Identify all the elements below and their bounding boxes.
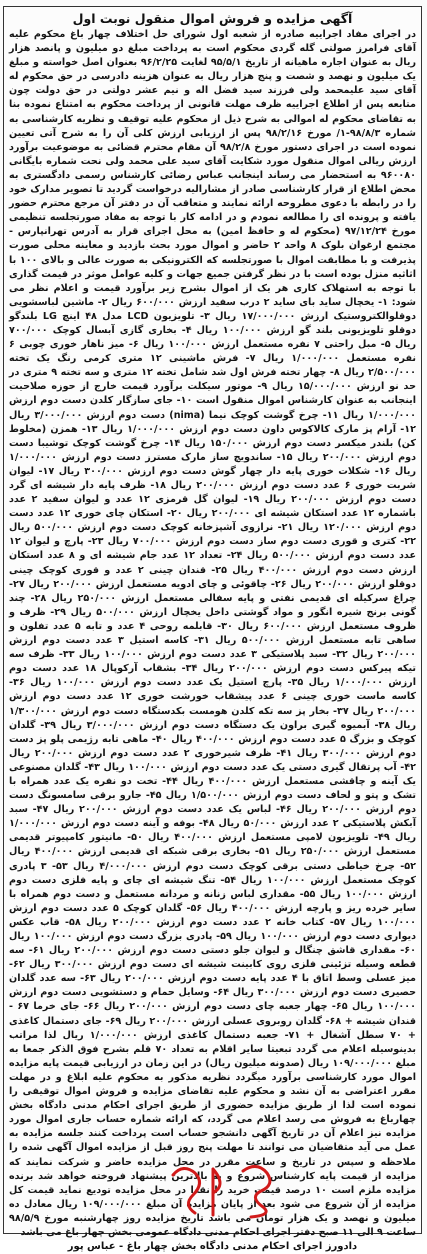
handwritten-stroke — [173, 1168, 200, 1213]
handwritten-stroke — [243, 1166, 270, 1217]
notice-signature: دادورز اجرای احکام مدنی دادگاه بخش چهار باغ - عباس پور — [67, 1241, 358, 1253]
handwritten-stroke — [213, 1169, 220, 1215]
handwritten-number — [165, 1155, 285, 1225]
notice-body: در اجرای مفاد اجراییه صادره از شعبه اول شورای حل اختلاف چهار باغ محکوم علیه آقای فرامرز صولتی گله گردی محکوم است به پرداخت مبلغ دو میلیون و پانصد هزار ریال به عنوان اجاره ماهیانه از تاریخ ۹۵/۵/۱ لغایت ۹۶/۲/۲۵ بعنوان اصل خواسته و مبلغ یک میلیون و نهصد و شصت و پنج هزار ریال به عنوان هزینه دادرسی در حق محکوم له آقای سید علیمحمد ولی فرزند سید فضل اله و نیم عشر دولتی در حق دولت چون متابعه پس از اطلاع اجراییه ظرف مهلت قانونی از پرداخت محکوم به امتناع نموده بنا به تقاضای محکوم له اموالی به شرح ذیل از محکوم علیه توقیف و نظریه کارشناسی به شماره ۹۸/۸/۳-۱/ مورخ ۹۸/۲/۱۶ پس از ارزیابی ارزش کلی آن را به شرح آتی تعیین نموده است در اجرای دستور مورخ ۹۸/۲/۸ آن مقام محترم قضائی به موضوعیت برآورد ارزش ریالی اموال منقول مورد شکایت آقای سید علی محمد ولی نحت شماره بایگانی ۹۶۰۰۸۰ به استحضار می رساند اینجانب عباس رضائی کارشناس رسمی دادگستری به محض اطلاع از قرار کارشناسی صادر از مشارالیه درخواست گردید تا تصویر مدارک خود را در رابطه با دعوی مطروحه ارائه نمایند و متعاقب آن در دفتر آن مرجع محترم حضور یافته و پرونده ای را مطالعه نمودم و در ادامه کار با توجه به مفاد صورتجلسه تنظیمی مورخ ۹۷/۱۲/۲۴ (محکوم له و حافظ امین) به محل اجرای قرار به آدرس تهرانپارس - مجتمع ارغوان بلوک ۸ واحد ۲ حاضر و اموال مورد بحث بازدید و معاینه محلی صورت پذیرفت و با مطابقت اموال با صورتجلسه که الکترونیکی به صورت عالی و بالای ۱۰۰ با اثاثیه منزل بوده است با در نظر گرفتن جمیع جهات و کلیه عوامل موثر در قیمت گذاری با توجه به استهلاک کاری هر یک از اموال بشرح زیر برآورد قیمت و اعلام نظر می شود: ۱- یخچال ساید بای ساید ۲ درب سفید ارزش ۶۰۰/۰۰۰ ریال ۲- ماشین لباسشویی دوقلوالکتروستیک ارزش ۱۷/۰۰۰/۰۰۰ ریال ۳- تلویزیون LCD مدل ۴۸ اینچ LG بلندگو دوقلو تلویزیونی بلند گو ارزش ۱۰۰/۰۰۰ ریال ۴- بخاری گازی آبسال کوچک ۷۰۰/۰۰۰ ریال ۵- مبل راحتی ۷ نفره مستعمل ارزش ۱۰۰/۰۰۰ ریال ۶- میز ناهار خوری چوبی ۶ نفره مستعمل ۱/۰۰۰/۰۰۰ ریال ۷- فرش ماشینی ۱۲ متری کرمی رنگ یک تخته ۲/۵۰۰/۰۰۰ ریال ۸- چهار تخته فرش اول شد شامل تخته ۱۲ متری و سه تخته ۹ متری در حد نو ارزش ۱۵/۰۰۰/۰۰۰ ریال ۹- موتور سیکلت برآورد قیمت خارج از حوزه صلاحیت اینجانب به عنوان کارشناس اموال منقول است ۱۰- جای سازگار کلدن دست دوم ارزش ۱/۰۰۰/۰۰۰ ریال ۱۱- چرخ گوشت کوچک نیما (nima) دست دوم ارزش ۳/۰۰۰/۰۰۰ ریال ۱۲- آرام پز مارک کالاکوس داون دست دوم ارزش ۱/۰۰۰/۰۰۰ ریال ۱۳- همزن (مخلوط کن) بلندر میکسر دست دوم ارزش ۱۵۰/۰۰۰ ریال ۱۴- چرخ گوشت کوچک توشیبا دست دوم ارزش ۲۰۰/۰۰۰ ریال ۱۵- ساندویچ ساز مارک مسترز دست دوم ارزش ۱/۰۰۰/۰۰۰ ریال ۱۶- شکلات خوری پایه دار چهار گوش دست دوم ارزش ۳۰۰/۰۰۰ ریال ۱۷- لیوان شربت خوری ۶ عدد دست دوم ارزش ۲۰۰/۰۰۰ ریال ۱۸- ظرف پایه دار شیشه ای گرد دست دوم ارزش ۲۰۰/۰۰۰ ریال ۱۹- لیوان گل قرمزی ۱۲ عدد و لیوان سفید ۲ عدد باشماره ۱۲ عدد استکان شیشه ای ۲۰۰/۰۰۰ ریال ۲۰- استکان چای خوری ۱۲ عدد دست دوم ارزش ۱۲۰/۰۰۰ ریال ۲۱- نرازوی آشپزخانه کوچک دست دوم ارزش ۵۰۰/۰۰۰ ریال ۲۲- کتری و قوری دست دوم ساز دست دوم ارزش ۷۰۰/۰۰۰ ریال ۲۳- پارچ و لیوان ۱۲ عدد دست دوم ارزش ۵۰۰/۰۰۰ ریال ۲۴- تعداد ۱۲ عدد جام شیشه ای و ۸ عدد استکان ارزش دست دوم ارزش ۴۰۰/۰۰۰ ریال ۲۵- قندان چینی ۲ عدد و قوری کوچک چینی دوقلو ارزش ۲۰۰/۰۰۰ ریال ۲۶- چاقوئی و چای ادویه مستعمل ارزش ۲۰۰/۰۰۰ ریال ۲۷- چراغ سرکیله ای قدیمی نفتی و پایه سفالی مستعمل ارزش ۲۵۰/۰۰۰ ریال ۲۸- چند گونی برنج شیره انگور و مواد گوشتی داخل یخچال ارزش ۵۰۰/۰۰۰ ریال ۲۹- ظرف و ظروف مستعمل ارزش ۶۰۰/۰۰۰ ریال ۳۰- قابلمه روحی ۴ عدد و تابه ۵ عدد تفلون و ساهی تابه مستعمل ارزش ۵۰۰/۰۰۰ ریال ۳۱- کاسه استیل ۳ عدد دست دوم ارزش ۲۰۰/۰۰۰ ریال ۳۲- سبد پلاستیکی ۳ عدد دست دوم ارزش ۱۰۰/۰۰۰ ریال ۳۳- ظرف سه تیکه پیرکس دست دوم ارزش ۲۰۰/۰۰۰ ریال ۳۴- بشقاب آرکوپال ۱۸ عدد دست دوم ارزش ۱/۰۰۰/۰۰۰ ریال ۳۵- پارچ استیل یک عدد دست دوم ارزش ۱۰۰/۰۰۰ ریال ۳۶- کاسه ماست خوری چینی ۶ عدد پیشقاب خورشت خوری ۱۲ عدد دست دوم ارزش ۲۰۰/۰۰۰ ریال ۳۷- بخار پز سه تکه کلدن هومست بکدستگاه دست دوم ارزش ۱/۳۰۰/۰۰۰ ریال ۳۸- آبمیوه گیری براون یک دستگاه دست دوم ارزش ۳/۰۰۰/۰۰۰ ریال ۳۹- گلدان کوچک و بزرگ ۵ عدد دست دوم ارزش ۴۰۰/۰۰۰ ریال ۴۰- ماهی تابه رژیمی پلو پز دست دوم ارزش ۳۰۰/۰۰۰ ریال ۴۱- ظرف شیرخوری ۲ عدد دست دوم ارزش ۲۰۰/۰۰۰ ریال ۴۲- آب پرتقال گیری دستی یک عدد دست دوم ارزش ۱۰۰/۰۰۰ ریال ۴۳- گلدان مصنوعی یک آینه و چاقشی مستعمل ارزش ۴۰۰/۰۰۰ ریال ۴۴- تخت دو نفره یک عدد همراه با تشک و پتو و لحاف دست دوم ارزش ۱/۵۰۰/۰۰۰ ریال ۴۵- جارو برقی سامسونگ دست دوم ارزش ۲۰۰/۰۰۰ ریال ۴۶- لباس یک عدد دست دوم ارزش ۲۰۰/۰۰۰ ریال ۴۷- سبد آبکش پلاستیکی ۲ عدد ارزش ۵۰/۰۰۰ ریال ۴۸- بوفه و آینه دست دوم ارزش ۱/۰۰۰/۰۰۰ ریال ۴۹- تلویزیون لامپی مستعمل ارزش ۴۰۰/۰۰۰ ریال ۵۰- مانیتور کامپیوتر قدیمی مستعمل ارزش ۲۵۰/۰۰۰ ریال ۵۱- بخاری برقی شبکه ای قدیمی ارزش ۴۰۰/۰۰۰ ریال ۵۲- چرخ خیاطی دستی برقی کوچک دست دوم ارزش ۴/۰۰۰/۰۰۰ ریال ۵۳- ۳ پادری کوچک مستعمل ارزش ۱۰۰/۰۰۰ ریال ۵۴- تنگ شیشه ای چای و پایه فلزی دست دوم ارزش ۱۰۰/۰۰۰ ریال ۵۵- مقداری لباس زنانه و مردانه مستعمل و دست دوم همراه با سایر خرده ریز و پارچه ارزش ۴۰۰/۰۰۰ ریال ۵۶- گلدان کوچک ۵ عدد دست دوم ارزش ۱۰۰/۰۰۰ ریال ۵۷- کتاب خانه ۲ عدد دست دوم ارزش ۲۰۰/۰۰۰ ریال ۵۸- قاب عکس دیواری دست دوم ارزش ۱۰۰/۰۰۰ ریال ۵۹- پادری بزرگ دست دوم ارزش ۱۰۰/۰۰۰ ریال ۶۰- مقداری قاشق چنگال و لیوان جلو دستی دست دوم ارزش ۲۰۰/۰۰۰ ریال ۶۱- سه قطعه وسیله تزئینی فلزی روی کابینت شیشه ای دست دوم ارزش ۳۰۰/۰۰۰ ریال ۶۲- میز عسلی وسط اتاق با ۴ عدد پایه دست دوم ارزش ۲۰۰/۰۰۰ ریال ۶۳- سه عدد گلدان حصیری دست دوم ارزش ۳۰۰/۰۰۰ ریال ۶۴- وسایل حمام و دستشویی دست دوم ارزش ۱۰۰/۰۰۰ ریال ۶۵- چهار جعبه چای دست دوم ارزش ۲۰۰/۰۰۰ ریال ۶۶- جای خرما ۶۷ - قندان شیشه + ۶۸- گلدان روبروی عسلی ارزش ۲۰۰/۰۰۰ ریال ۶۹- جای دستمال کاغذی + ۷۰ سطل آشغال + ۷۱- جعبه دستمال کاغذی ارزش ۱/۰۰۰/۰۰۰ ریال لذا مراتب بدینوسیله اعلام می گردد تبعیتا سایر اقلام به تعداد ۷۰ قلم بشرح فوق الذکر جمعا به مبلغ ۱۰۹/۰۰۰/۰۰۰ ریال (صدونه میلیون ریال) در این زمان در ارزیابی قیمت پایه مزایده اموال مورد کارشناسی برآورد میگردد نظریه مذکور به محکوم علیه ابلاغ و در مهلت مقرر اعتراضی به آن نشد و محکوم علیه تقاضای مزایده و فروش اموال توقیفی را نموده است لذا از طریق مزایده حضوری از طریق اجرای احکام مدنی دادگاه بخش چهارباغ به فروش می رسد اعلام می گردد، که ارائه شماره حساب جاری اموال مورد مزایده نیز اعلام آن در تاریخ آگهی دانشجو حساب است پرداخت کنند جلسه مزایده به عمل می آید متقاضیان می توانند تا مهلت پنج روز قبل از مزایده اموال آگهی شده را ملاحظه و سپس در تاریخ و ساعت مقرر در محل مزایده حاضر و شرکت نمایند که مزایده از قیمت پایه کارشناس شروع و به بالاترین پیشنهاد فروخته خواهد شد برنده مزایده ملزم است ۱۰ درصد قیمت خرید را نقدا در محل مزایده تودیع نماید قیمت کل مزایده از آن شروع می شود بعد از پایان مزایده آن مبلغ ۱۰۹/۰۰۰/۰۰۰ ریال معادل ده میلیون و نهصد و یک هزار تومان می باشد تاریخ مزایده روز چهارشنبه مورخ ۹۸/۵/۹ ساعت ۹ الی ۱۱ صبح دفتر اجرای احکام مدنی دادگاه عمومی بخش چهار باغ می باشد — [9, 29, 417, 1238]
notice-title: آگهی مزایده و فروش اموال منقول نوبت اول — [72, 11, 353, 26]
notice-frame — [3, 6, 422, 1253]
